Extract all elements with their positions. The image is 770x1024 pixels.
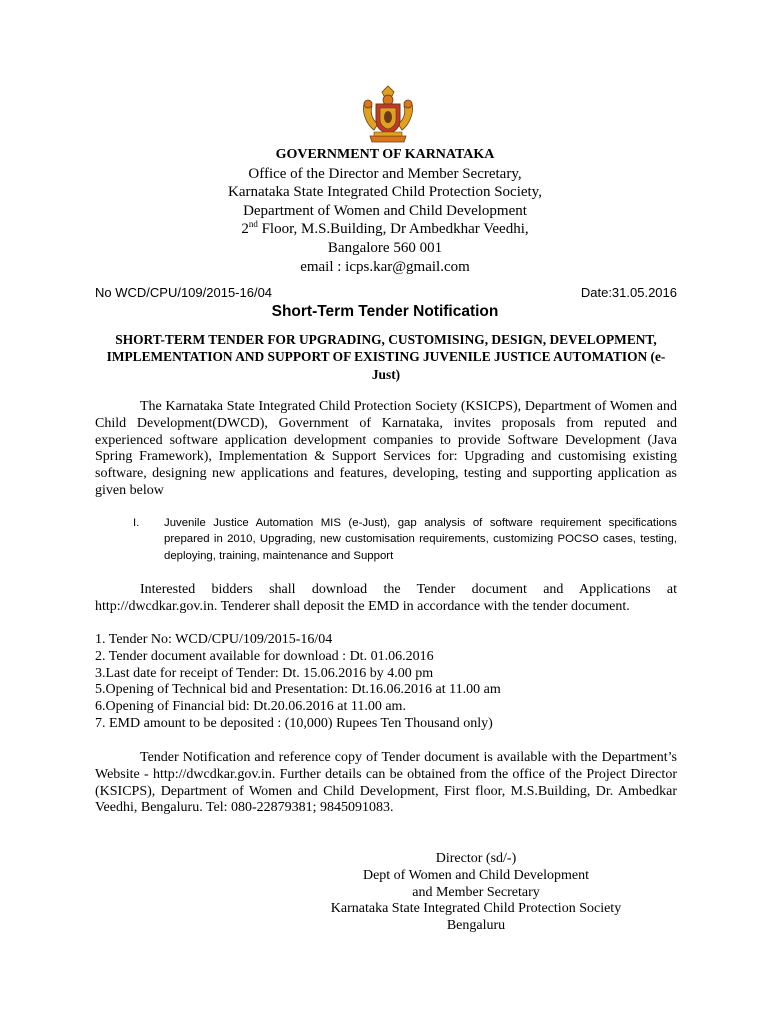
floor-number: 2 [241, 221, 249, 238]
list-item-text: Juvenile Justice Automation MIS (e-Just), gap analysis of software requirement specifications prepared in 2010, Upgrading, new customisation requirements, customizing POCSO cases, testing, deploying, training, maintenance and Support [164, 517, 677, 562]
detail-download-date: 2. Tender document available for download : Dt. 01.06.2016 [95, 648, 434, 664]
signatory-city: Bengaluru [446, 918, 506, 934]
signatory-role: and Member Secretary [412, 884, 540, 900]
detail-tender-no: 1. Tender No: WCD/CPU/109/2015-16/04 [95, 632, 333, 647]
city-pincode: Bangalore 560 001 [327, 239, 443, 256]
reference-number: No WCD/CPU/109/2015-16/04 [95, 285, 273, 300]
notice-date: Date:31.05.2016 [580, 285, 677, 300]
download-paragraph: Interested bidders shall download the Tender document and Applications at http://dwcdkar.gov.in. Tenderer shall deposit the EMD in accordance with the tender document. [95, 582, 677, 614]
signatory-title: Director (sd/-) [435, 851, 517, 866]
society-name: Karnataka State Integrated Child Protection Society, [228, 184, 542, 201]
intro-paragraph: The Karnataka State Integrated Child Protection Society (KSICPS), Department of Women and Child Development(DWCD), Government of Karnataka, invites proposals from reputed and experienced software application development companies to provide Software Development (Java Spring Framework), Implementation & Support Services for: Upgrading and customising existing software, designing new applications and features, developing, testing and supporting application as given below [95, 399, 677, 498]
list-item-number: I. [133, 517, 140, 529]
subject-heading: SHORT-TERM TENDER FOR UPGRADING, CUSTOMISING, DESIGN, DEVELOPMENT, IMPLEMENTATION AND SUPPORT OF EXISTING JUVENILE JUSTICE AUTOMATION (e-Just) [106, 332, 666, 382]
address-line [0, 220, 770, 239]
department-name: Department of Women and Child Development [243, 202, 527, 219]
contact-paragraph: Tender Notification and reference copy of Tender document is available with the Department’s Website - http://dwcdkar.gov.in. Further details can be obtained from the office of the Project Director (KSICPS), Department of Women and Child Development, First floor, M.S.Building, Dr. Ambedkar Veedhi, Bengaluru. Tel: 080-22879381; 9845091083. [95, 750, 677, 816]
tender-details-list [95, 632, 677, 733]
floor-suffix: nd [248, 219, 258, 230]
notice-title: Short-Term Tender Notification [271, 303, 499, 320]
signature-block [300, 851, 652, 935]
address-rest: Floor, M.S.Building, Dr Ambedkhar Veedhi, [257, 221, 529, 238]
letterhead [0, 146, 770, 276]
detail-last-date: 3.Last date for receipt of Tender: Dt. 15.06.2016 by 4.00 pm [95, 665, 434, 681]
signatory-society: Karnataka State Integrated Child Protection Society [330, 901, 622, 917]
detail-technical-bid: 5.Opening of Technical bid and Presentation: Dt.16.06.2016 at 11.00 am [95, 682, 501, 698]
karnataka-emblem-icon [360, 84, 416, 146]
email-address: email : icps.kar@gmail.com [300, 258, 470, 275]
office-name: Office of the Director and Member Secretary, [248, 165, 522, 182]
signatory-department: Dept of Women and Child Development [362, 867, 590, 883]
detail-financial-bid: 6.Opening of Financial bid: Dt.20.06.2016 at 11.00 am. [95, 699, 406, 715]
government-name: GOVERNMENT OF KARNATAKA [275, 147, 495, 162]
detail-emd-amount: 7. EMD amount to be deposited : (10,000) Rupees Ten Thousand only) [95, 715, 493, 731]
